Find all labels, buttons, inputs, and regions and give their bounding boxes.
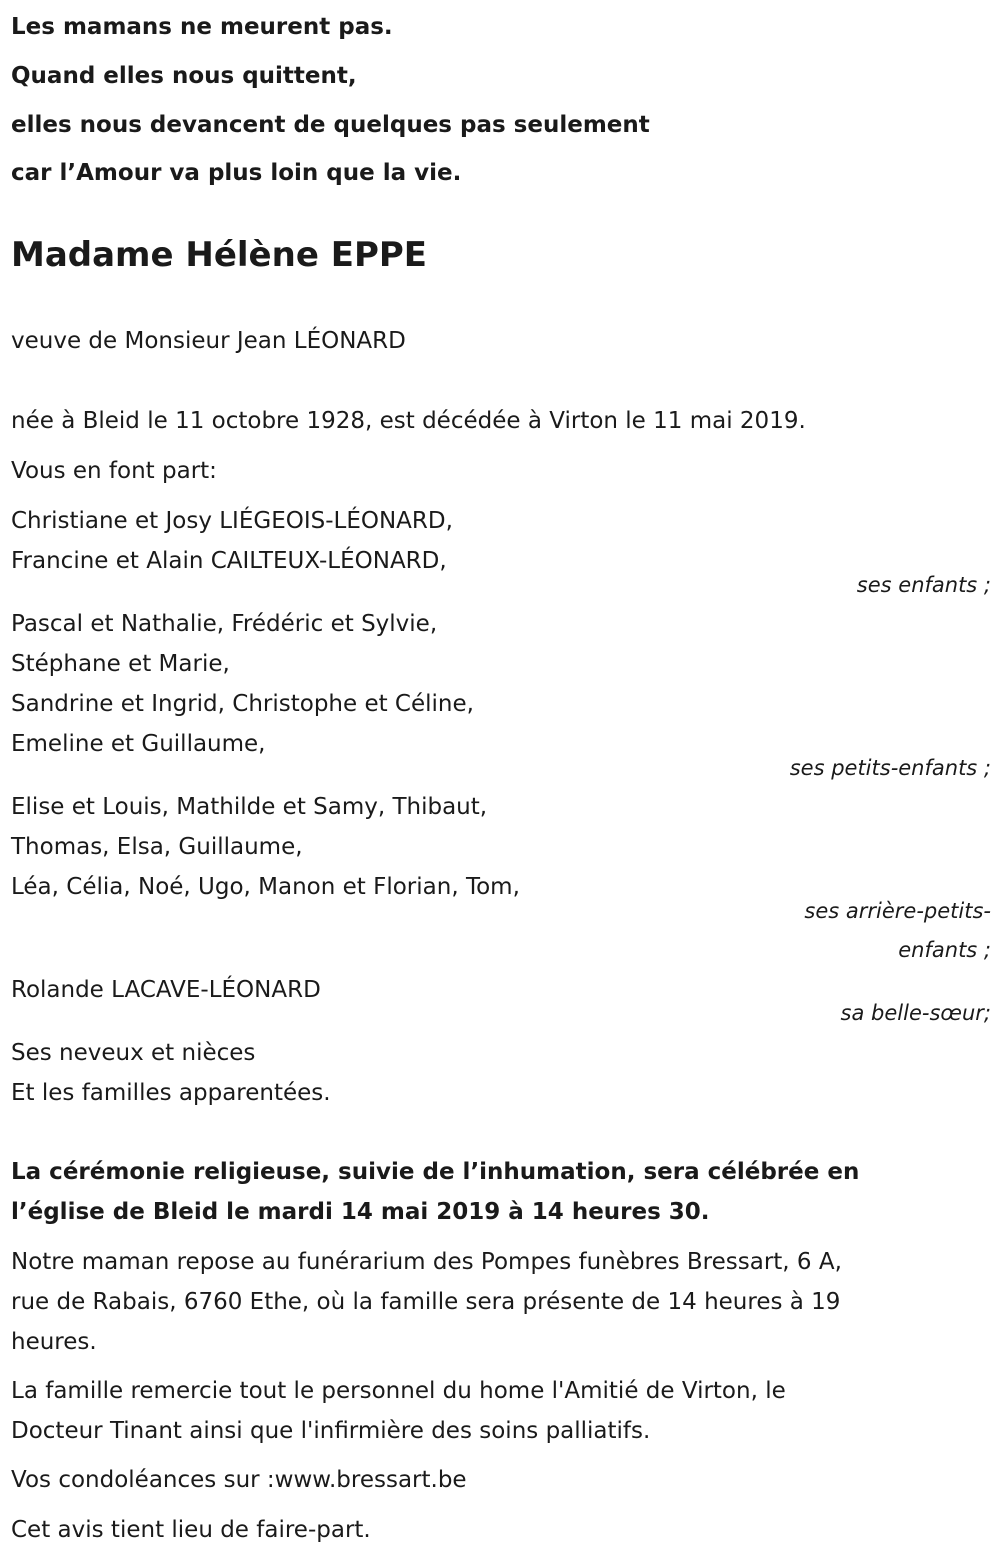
children-name: Francine et Alain CAILTEUX-LÉONARD, <box>11 548 447 574</box>
great-grandchildren-name: Thomas, Elsa, Guillaume, <box>11 834 303 860</box>
announce-line: Vous en font part: <box>11 458 217 484</box>
grandchildren-name: Pascal et Nathalie, Frédéric et Sylvie, <box>11 611 438 637</box>
poem-line: Quand elles nous quittent, <box>11 63 357 89</box>
children-role: ses enfants ; <box>856 573 991 597</box>
sister-in-law-role: sa belle-sœur; <box>840 1001 991 1025</box>
thanks-line: La famille remercie tout le personnel du home l'Amitié de Virton, le <box>11 1378 786 1404</box>
others-line: Et les familles apparentées. <box>11 1080 331 1106</box>
thanks-line: Docteur Tinant ainsi que l'infirmière des soins palliatifs. <box>11 1418 651 1444</box>
children-name: Christiane et Josy LIÉGEOIS-LÉONARD, <box>11 508 453 534</box>
grandchildren-name: Sandrine et Ingrid, Christophe et Céline, <box>11 691 474 717</box>
great-grandchildren-role: enfants ; <box>898 938 991 962</box>
poem-line: car l’Amour va plus loin que la vie. <box>11 160 462 186</box>
sister-in-law-name: Rolande LACAVE-LÉONARD <box>11 977 321 1003</box>
great-grandchildren-name: Elise et Louis, Mathilde et Samy, Thibaut, <box>11 794 488 820</box>
funerarium-line: Notre maman repose au funérarium des Pompes funèbres Bressart, 6 A, <box>11 1249 842 1275</box>
great-grandchildren-name: Léa, Célia, Noé, Ugo, Manon et Florian, Tom, <box>11 874 520 900</box>
grandchildren-name: Stéphane et Marie, <box>11 651 230 677</box>
great-grandchildren-role: ses arrière-petits- <box>804 899 991 923</box>
poem-line: elles nous devancent de quelques pas seulement <box>11 112 650 138</box>
ceremony-line: l’église de Bleid le mardi 14 mai 2019 à 14 heures 30. <box>11 1199 710 1225</box>
condolences-line: Vos condoléances sur :www.bressart.be <box>11 1467 467 1493</box>
birth-death-line: née à Bleid le 11 octobre 1928, est décédée à Virton le 11 mai 2019. <box>11 408 806 434</box>
spouse-line: veuve de Monsieur Jean LÉONARD <box>11 328 406 354</box>
poem-line: Les mamans ne meurent pas. <box>11 14 393 40</box>
deceased-name: Madame Hélène EPPE <box>11 235 428 275</box>
grandchildren-role: ses petits-enfants ; <box>789 756 991 780</box>
ceremony-line: La cérémonie religieuse, suivie de l’inhumation, sera célébrée en <box>11 1159 860 1185</box>
grandchildren-name: Emeline et Guillaume, <box>11 731 266 757</box>
funerarium-line: rue de Rabais, 6760 Ethe, où la famille sera présente de 14 heures à 19 <box>11 1289 841 1315</box>
funerarium-line: heures. <box>11 1329 97 1355</box>
closing-line: Cet avis tient lieu de faire-part. <box>11 1517 371 1543</box>
others-line: Ses neveux et nièces <box>11 1040 256 1066</box>
